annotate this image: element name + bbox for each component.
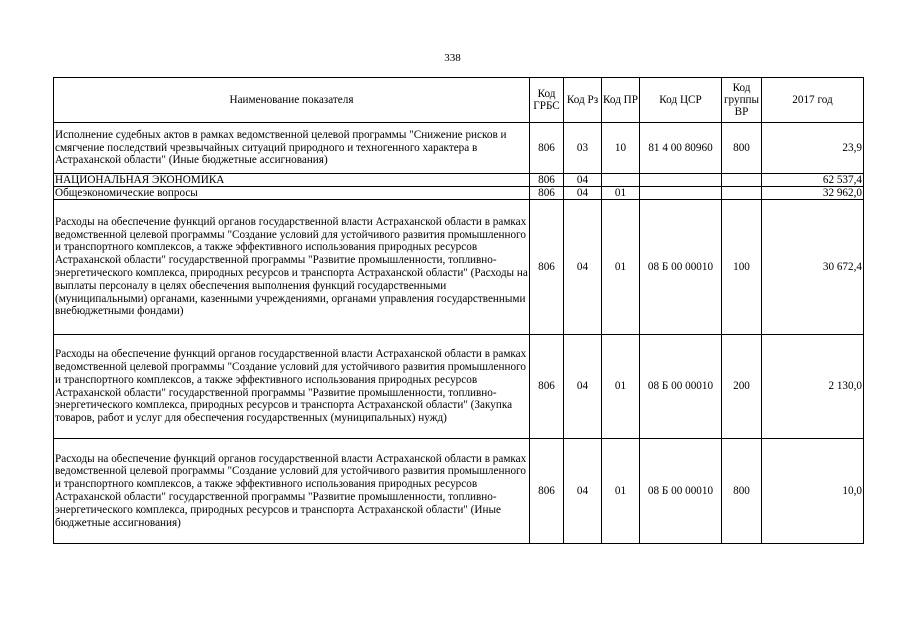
header-year: 2017 год bbox=[762, 78, 864, 123]
table-row bbox=[54, 174, 864, 187]
row-vr bbox=[722, 187, 762, 200]
row-rz: 03 bbox=[564, 123, 602, 174]
row-pr: 10 bbox=[602, 123, 640, 174]
row-pr: 01 bbox=[602, 200, 640, 335]
table-row bbox=[54, 187, 864, 200]
header-pr: Код ПР bbox=[602, 78, 640, 123]
row-grbs: 806 bbox=[530, 187, 564, 200]
header-csr: Код ЦСР bbox=[640, 78, 722, 123]
row-name: Общеэкономические вопросы bbox=[54, 187, 530, 200]
row-rz: 04 bbox=[564, 439, 602, 544]
row-rz: 04 bbox=[564, 200, 602, 335]
table-row bbox=[54, 200, 864, 335]
row-csr: 08 Б 00 00010 bbox=[640, 439, 722, 544]
header-vr: Код группы ВР bbox=[722, 78, 762, 123]
row-rz: 04 bbox=[564, 174, 602, 187]
row-vr: 200 bbox=[722, 335, 762, 439]
row-grbs: 806 bbox=[530, 335, 564, 439]
row-csr: 08 Б 00 00010 bbox=[640, 335, 722, 439]
row-grbs: 806 bbox=[530, 123, 564, 174]
row-pr: 01 bbox=[602, 439, 640, 544]
row-name: Расходы на обеспечение функций органов государственной власти Астраханской области в рамках ведомственной целевой программы "Создание условий для устойчивого развития промышленного и транспортного комплексов, а также эффективного использования природных ресурсов Астраханской области" государственной программы "Развитие промышленности, топливно-энергетического комплекса, природных ресурсов и транспорта Астраханской области" (Закупка товаров, работ и услуг для обеспечения государственных (муниципальных) нужд) bbox=[54, 335, 530, 439]
row-pr: 01 bbox=[602, 187, 640, 200]
row-amount: 2 130,0 bbox=[762, 335, 864, 439]
page-number: 338 bbox=[444, 52, 461, 64]
row-pr bbox=[602, 174, 640, 187]
header-rz: Код Рз bbox=[564, 78, 602, 123]
row-vr: 800 bbox=[722, 123, 762, 174]
row-amount: 62 537,4 bbox=[762, 174, 864, 187]
header-row bbox=[54, 78, 864, 123]
row-vr bbox=[722, 174, 762, 187]
row-vr: 100 bbox=[722, 200, 762, 335]
row-amount: 30 672,4 bbox=[762, 200, 864, 335]
row-name: Исполнение судебных актов в рамках ведомственной целевой программы "Снижение рисков и смягчение последствий чрезвычайных ситуаций природного и техногенного характера в Астраханской области" (Иные бюджетные ассигнования) bbox=[54, 123, 530, 174]
row-amount: 32 962,0 bbox=[762, 187, 864, 200]
row-rz: 04 bbox=[564, 335, 602, 439]
header-grbs: Код ГРБС bbox=[530, 78, 564, 123]
row-csr: 08 Б 00 00010 bbox=[640, 200, 722, 335]
row-name: НАЦИОНАЛЬНАЯ ЭКОНОМИКА bbox=[54, 174, 530, 187]
row-grbs: 806 bbox=[530, 200, 564, 335]
row-csr bbox=[640, 187, 722, 200]
row-amount: 23,9 bbox=[762, 123, 864, 174]
header-name: Наименование показателя bbox=[54, 78, 530, 123]
row-vr: 800 bbox=[722, 439, 762, 544]
row-pr: 01 bbox=[602, 335, 640, 439]
row-csr bbox=[640, 174, 722, 187]
table-row bbox=[54, 439, 864, 544]
row-csr: 81 4 00 80960 bbox=[640, 123, 722, 174]
table-row bbox=[54, 335, 864, 439]
row-grbs: 806 bbox=[530, 174, 564, 187]
row-amount: 10,0 bbox=[762, 439, 864, 544]
row-grbs: 806 bbox=[530, 439, 564, 544]
row-name: Расходы на обеспечение функций органов государственной власти Астраханской области в рамках ведомственной целевой программы "Создание условий для устойчивого развития промышленного и транспортного комплексов, а также эффективного использования природных ресурсов Астраханской области" государственной программы "Развитие промышленности, топливно-энергетического комплекса, природных ресурсов и транспорта Астраханской области" (Иные бюджетные ассигнования) bbox=[54, 439, 530, 544]
row-name: Расходы на обеспечение функций органов государственной власти Астраханской области в рамках ведомственной целевой программы "Создание условий для устойчивого развития промышленного и транспортного комплексов, а также эффективного использования природных ресурсов Астраханской области" государственной программы "Развитие промышленности, топливно-энергетического комплекса, природных ресурсов и транспорта Астраханской области" (Расходы на выплаты персоналу в целях обеспечения выполнения функций государственными (муниципальными) органами, казенными учреждениями, органами управления государственными внебюджетными фондами) bbox=[54, 200, 530, 335]
table-row bbox=[54, 123, 864, 174]
budget-table bbox=[53, 77, 864, 544]
row-rz: 04 bbox=[564, 187, 602, 200]
